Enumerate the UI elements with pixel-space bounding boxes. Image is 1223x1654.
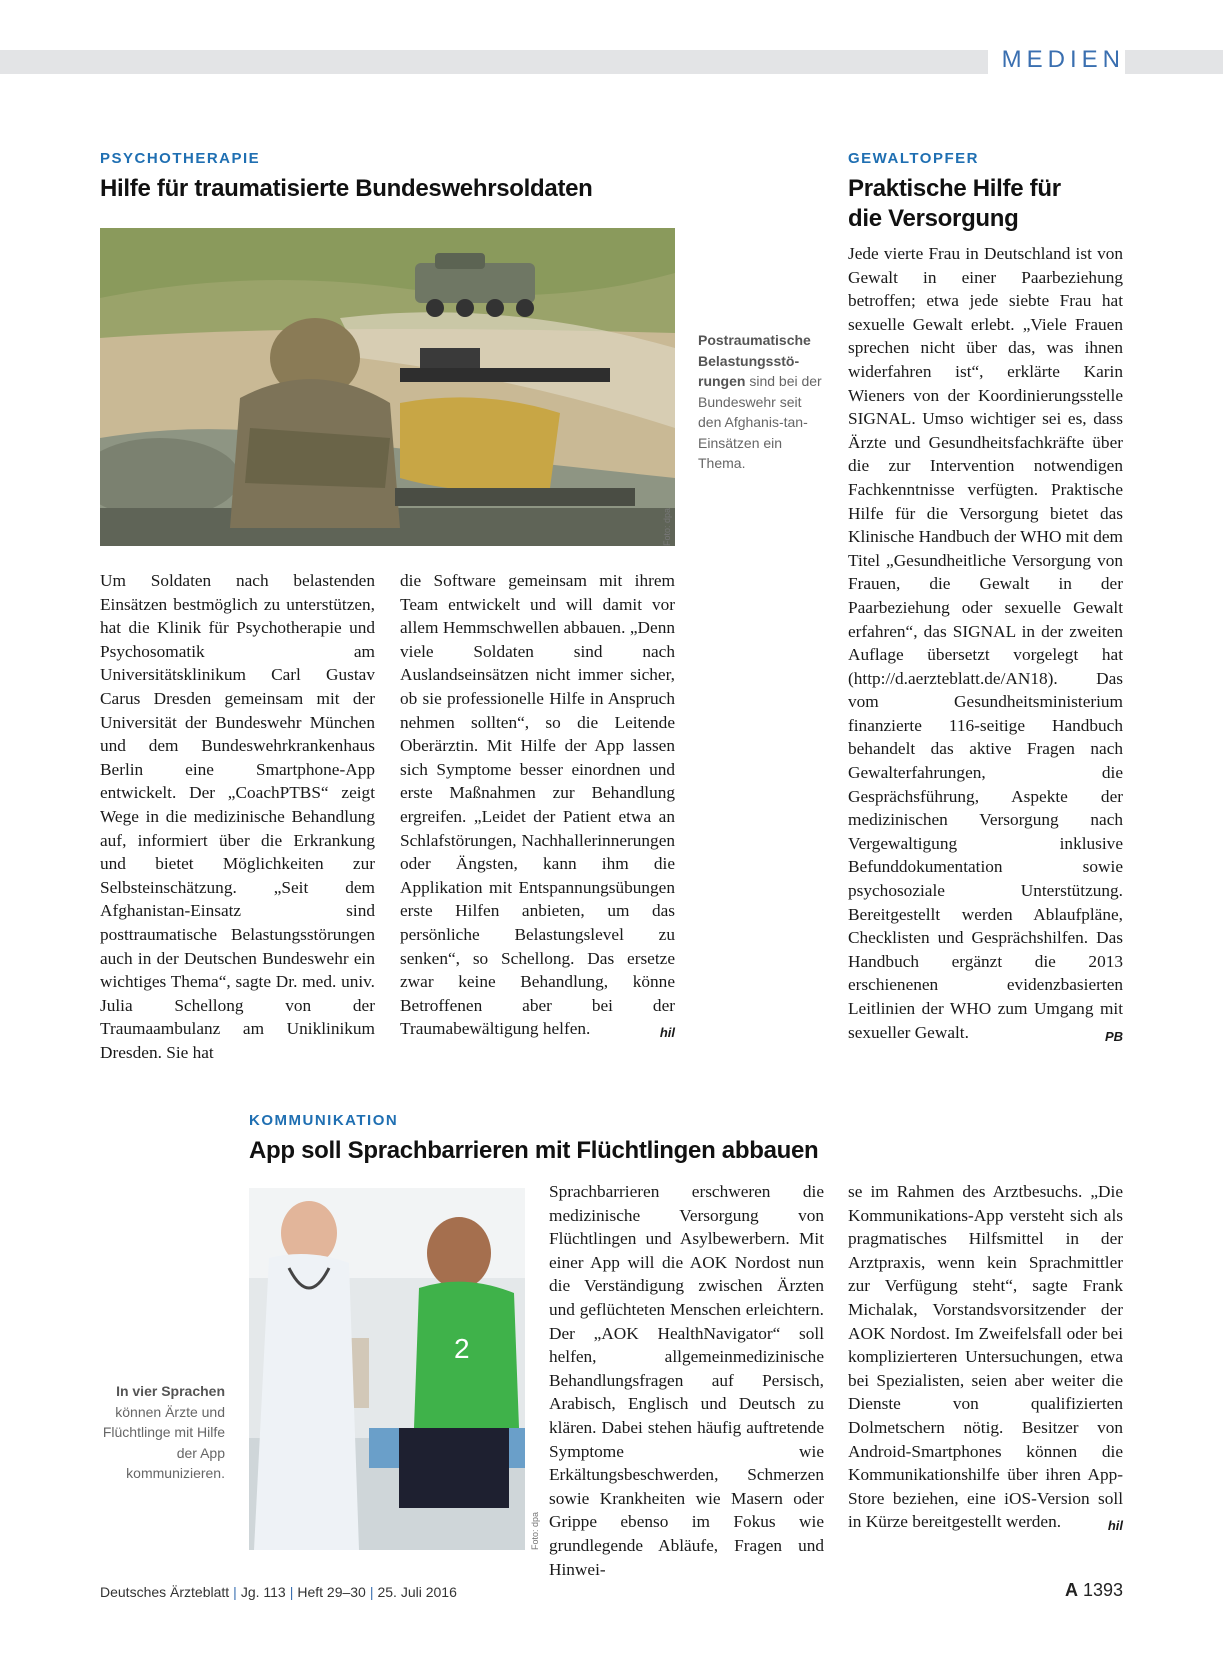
issue: Heft 29–30: [297, 1584, 366, 1600]
date: 25. Juli 2016: [377, 1584, 457, 1600]
caption-text: können Ärzte und Flüchtlinge mit Hilfe der App kommunizieren.: [102, 1403, 225, 1481]
article3-col2-text: se im Rahmen des Arztbesuchs. „Die Kommunikations-App versteht sich als pragmatisches Hilfsmittel in der Arztpraxis, wenn kein Sprachmittler zur Verfügung steht“, sagte Frank Michalak, Vorstandsvorsitzender der AOK Nordost. Im Zweifelsfall oder bei komplizierteren Untersuchungen, etwa bei Spezialisten, seien aber weiter die Dienste von qualifizierten Dolmetschern nötig. Besitzer von Android-Smartphones können die Kommunikationshilfe über ihren App-Store beziehen, eine iOS-Version soll in Kürze bereitgestellt werden.: [848, 1182, 1123, 1532]
article1-col2: [400, 569, 675, 1045]
article2-title-line1: Praktische Hilfe für: [848, 175, 1061, 202]
author-tag: hil: [1107, 1518, 1123, 1534]
article2-body: [848, 242, 1123, 1048]
article3-title: App soll Sprachbarrieren mit Flüchtlingen abbauen: [249, 1137, 819, 1164]
photo-credit: Foto: dpa: [662, 507, 672, 546]
photo-caption: [100, 1381, 225, 1484]
author-tag: hil: [659, 1025, 675, 1041]
article1-col2-text: die Software gemeinsam mit ihrem Team entwickelt und will damit vor allem Hemmschwellen abbauen. „Denn viele Soldaten sind nach Auslandseinsätzen nicht immer sicher, ob sie professionelle Hilfe in Anspruch nehmen sollten“, so die Leitende Oberärztin. Mit Hilfe der App lassen sich Symptome besser einordnen und erste Maßnahmen zur Behandlung ergreifen. „Leidet der Patient etwa an Schlafstörungen, Nachhallerinnerungen oder Ängsten, kann ihm die Applikation mit Entspannungsübungen erste Hilfen anbieten, um das persönliche Belastungslevel zu senken“, so Schellong. Das ersetze zwar keine Behandlung, könne Betroffenen aber bei der Traumabewältigung helfen.: [400, 571, 675, 1039]
article1-rubric: PSYCHOTHERAPIE: [100, 150, 261, 167]
footer: Deutsches Ärzteblatt | Jg. 113 | Heft 29–30 | 25. Juli 2016: [100, 1584, 457, 1600]
article2-title: [848, 174, 1061, 234]
article2-title-line2: die Versorgung: [848, 205, 1019, 232]
caption-bold: Postraumatische Belastungsstö-rungen: [698, 332, 811, 389]
article3-rubric: KOMMUNIKATION: [249, 1112, 399, 1129]
page-prefix: A: [1064, 1580, 1078, 1600]
soldier-photo: [100, 228, 675, 546]
svg-text:2: 2: [454, 1333, 470, 1364]
article1-col1: Um Soldaten nach belastenden Einsätzen bestmöglich zu unterstützen, hat die Klinik für Psychotherapie und Psychosomatik am Universitätsklinikum Carl Gustav Carus Dresden gemeinsam mit der Universität der Bundeswehr München und dem Bundeswehrkrankenhaus Berlin eine Smartphone-App entwickelt. Der „CoachPTBS“ zeigt Wege in die medizinische Behandlung auf, informiert über die Erkrankung und bietet Möglichkeiten zur Selbsteinschätzung. „Seit dem Afghanistan-Einsatz sind posttraumatische Belastungsstörungen auch in der Deutschen Bundeswehr ein wichtiges Thema“, sagte Dr. med. univ. Julia Schellong von der Traumaambulanz am Uniklinikum Dresden. Sie hat: [100, 571, 375, 1062]
photo-caption: [698, 330, 823, 474]
caption-text: sind bei der Bundeswehr seit den Afghanis-tan-Einsätzen ein Thema.: [698, 373, 822, 471]
photo-credit: Foto: dpa: [530, 1511, 540, 1550]
section-label: MEDIEN: [988, 46, 1125, 74]
volume: Jg. 113: [240, 1584, 286, 1600]
caption-bold: In vier Sprachen: [116, 1383, 225, 1399]
article3-col2: [848, 1180, 1123, 1538]
article3-col1: Sprachbarrieren erschweren die medizinische Versorgung von Flüchtlingen und Asylbewerbern. Mit einer App will die AOK Nordost nun die Verständigung zwischen Ärzten und geflüchteten Menschen erleichtern. Der „AOK HealthNavigator“ soll helfen, allgemeinmedizinische Behandlungsfragen auf Persisch, Arabisch, Englisch und Deutsch zu klären. Dabei stehen häufig auftretende Symptome wie Erkältungsbeschwerden, Schmerzen sowie Krankheiten wie Masern oder Grippe ebenso im Fokus wie grundlegende Abläufe, Fragen und Hinwei-: [549, 1182, 824, 1579]
article2-rubric: GEWALTOPFER: [848, 150, 979, 167]
doctor-patient-photo: [249, 1188, 525, 1550]
page-number: [1065, 1580, 1123, 1601]
journal-name: Deutsches Ärzteblatt: [100, 1584, 230, 1600]
article2-body-text: Jede vierte Frau in Deutschland ist von Gewalt in einer Paarbeziehung betroffen; etwa jede siebte Frau hat sexuelle Gewalt erlebt. „Viele Frauen sprechen nicht über das, was ihnen widerfahren ist“, erklärte Karin Wieners von der Koordinierungsstelle SIGNAL. Umso wichtiger sei es, dass Ärzte und Gesundheitsfachkräfte über die zur Intervention notwendigen Fachkenntnisse verfügten. Praktische Hilfe für die Versorgung bietet das Klinische Handbuch der WHO mit dem Titel „Gesundheitliche Versorgung von Frauen, die Gewalt in der Paarbeziehung oder sexuelle Gewalt erfahren“, das SIGNAL in der zweiten Auflage übersetzt vorgelegt hat (http://d.aerzteblatt.de/AN18). Das vom Gesundheitsministerium finanzierte 116-seitige Handbuch behandelt das aktive Fragen nach Gewalterfahrungen, die Gesprächsführung, Aspekte der medizinischen Versorgung nach Vergewaltigung inklusive Befunddokumentation sowie psychosoziale Unterstützung. Bereitgestellt werden Ablaufpläne, Checklisten und Gesprächshilfen. Das Handbuch ergänzt die 2013 erschienenen evidenzbasierten Leitlinien der WHO zum Umgang mit sexueller Gewalt.: [848, 244, 1123, 1042]
article1-title: Hilfe für traumatisierte Bundeswehrsoldaten: [100, 175, 593, 202]
author-tag: PB: [1104, 1028, 1123, 1044]
page-number-value: 1393: [1082, 1580, 1123, 1600]
